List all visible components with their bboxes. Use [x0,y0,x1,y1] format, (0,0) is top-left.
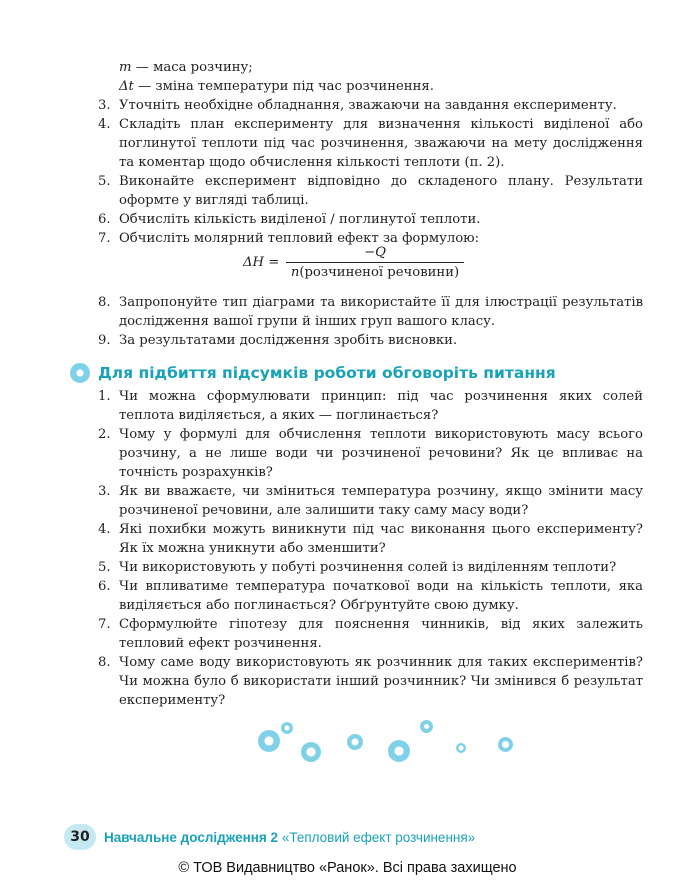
procedure-steps-continued [98,293,643,350]
list-item: 4. Які похибки можуть виникнути під час виконання цього експерименту? Як їх можна уникнути або зменшити? [98,522,643,556]
bullet-circle-icon [70,363,90,383]
bubble-icon [301,742,321,762]
list-item: 6. Обчисліть кількість виділеної / поглинутої теплоти. [98,212,481,227]
bubble-icon [388,740,410,762]
list-item: 2. Чому у формулі для обчислення теплоти використовують масу всього розчину, а не лише води чи розчиненої речовини? Як це впливає на точність розрахунків? [98,427,643,480]
decorative-bubbles [250,715,530,775]
list-item: 5. Виконайте експеримент відповідно до складеного плану. Результати оформте у вигляді таблиці. [98,174,643,208]
list-item: 6. Чи впливатиме температура початкової води на кількість теплоти, яка виділяється або поглинається? Обґрунтуйте свою думку. [98,579,643,613]
list-item: 4. Складіть план експерименту для визначення кількості виділеної або поглинутої теплоти під час розчинення, зважаючи на мету дослідження та коментар щодо обчислення кількості теплоти (п. 2). [98,117,643,170]
bubble-icon [258,730,280,752]
list-item: 7. Обчисліть молярний тепловий ефект за формулою: [98,231,480,246]
bubble-icon [347,734,363,750]
formula-fraction [286,243,464,283]
formula-denominator: n(розчиненої речовини) [290,265,460,280]
formula-numerator: −Q [364,245,386,260]
discussion-questions [98,387,643,710]
list-item: 9. За результатами дослідження зробіть висновки. [98,333,458,348]
definition-temperature-change: Δt — зміна температури під час розчинення. [119,79,434,94]
bubble-icon [456,743,466,753]
variable-definitions [119,58,434,96]
page-number: 30 [64,824,96,850]
list-item: 8. Чому саме воду використовують як розчинник для таких експериментів? Чи можна було б використати інший розчинник? Чи змінився б результат експерименту? [98,655,643,708]
list-item: 3. Як ви вважаєте, чи зміниться температура розчину, якщо змінити масу розчиненої речовини, але залишити таку саму масу води? [98,484,643,518]
bubble-icon [498,737,513,752]
bubble-icon [420,720,433,733]
section-title: Для підбиття підсумків роботи обговоріть питання [98,364,556,382]
definition-mass: m — маса розчину; [119,60,253,75]
formula-lhs: ΔH = [243,255,280,270]
list-item: 7. Сформулюйте гіпотезу для пояснення чинників, від яких залежить тепловий ефект розчинення. [98,617,643,651]
copyright-notice: © ТОВ Видавництво «Ранок». Всі права захищено [178,860,517,876]
procedure-steps [98,96,643,248]
list-item: 5. Чи використовують у побуті розчинення солей із виділенням теплоти? [98,560,617,575]
list-item: 8. Запропонуйте тип діаграми та використайте її для ілюстрації результатів дослідження вашої групи й інших груп вашого класу. [98,295,643,329]
list-item: 3. Уточніть необхідне обладнання, зважаючи на завдання експерименту. [98,98,617,113]
bubble-icon [281,722,293,734]
running-footer-title: Навчальне дослідження 2 «Тепловий ефект розчинення» [104,830,476,845]
list-item: 1. Чи можна сформулювати принцип: під час розчинення яких солей теплота виділяється, а яких — поглинається? [98,389,643,423]
